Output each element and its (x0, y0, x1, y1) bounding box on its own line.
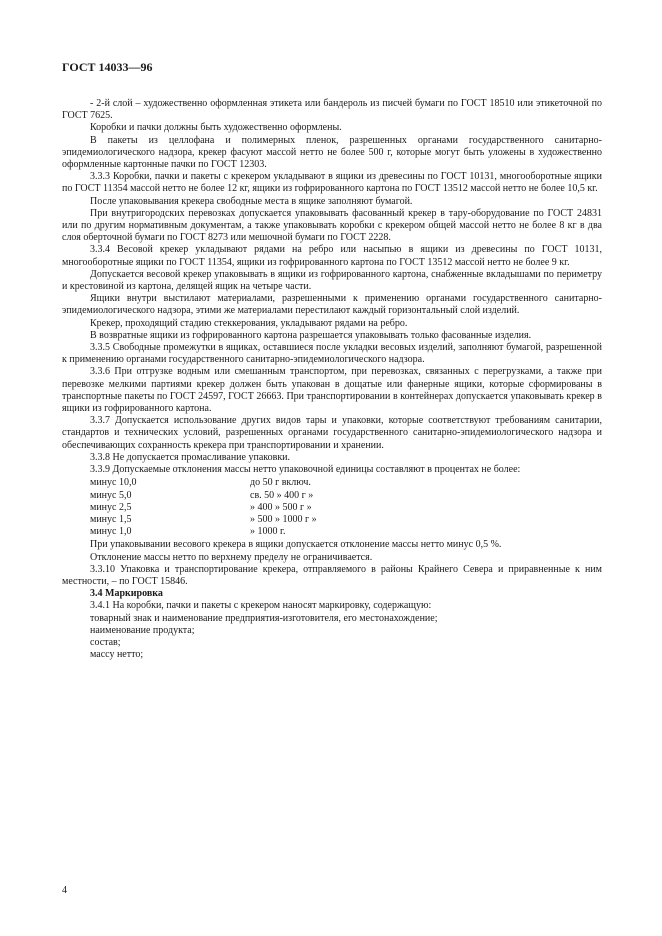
paragraph-3-4-1: 3.4.1 На коробки, пачки и пакеты с крекером наносят маркировку, содержащую: (90, 600, 432, 612)
deviation-table (90, 477, 430, 538)
table-row (90, 502, 430, 514)
paragraph-3-3-9: 3.3.9 Допускаемые отклонения массы нетто упаковочной единицы составляют в процентах не более: (90, 464, 521, 476)
document-body (62, 98, 602, 661)
paragraph: - 2-й слой – художественно оформленная этикета или бандероль из писчей бумаги по ГОСТ 18510 или этикеточной по ГОСТ 7625. (62, 98, 602, 122)
paragraph: В пакеты из целлофана и полимерных пленок, разрешенных органами государственного санитарно-эпидемиологического надзора, крекер фасуют массой нетто не более 500 г, которые могут быть уложены в художественно оформленные картонные пачки по ГОСТ 12303. (62, 134, 602, 171)
paragraph: Крекер, проходящий стадию стеккерования, укладывают рядами на ребро. (90, 317, 408, 329)
deviation-value: минус 5,0 (90, 489, 132, 501)
paragraph-3-3-5: 3.3.5 Свободные промежутки в ящиках, оставшиеся после укладки весовых изделий, заполняют бумагой, разрешенной к применению органами государственного санитарно-эпидемиологического надзора. (62, 342, 602, 366)
list-item: товарный знак и наименование предприятия-изготовителя, его местонахождение; (90, 612, 438, 624)
deviation-value: минус 1,0 (90, 526, 132, 538)
paragraph-3-3-10: 3.3.10 Упаковка и транспортирование крекера, отправляемого в районы Крайнего Севера и приравненные к ним местности, – по ГОСТ 15846. (62, 563, 602, 587)
list-item: массу нетто; (90, 649, 144, 661)
mass-range: » 400 » 500 г » (250, 501, 312, 513)
section-heading: 3.4 Маркировка (90, 588, 163, 600)
paragraph-3-3-7: 3.3.7 Допускается использование других видов тары и упаковки, которые соответствуют требованиям санитарии, стандартов и технических условий, разрешенных органами государственного санитарно-эпидемиологического надзора и обеспечивающих сохранность крекера при транспортировании и хранении. (62, 415, 602, 451)
list-item: состав; (90, 636, 121, 648)
paragraph: Отклонение массы нетто по верхнему пределу не ограничивается. (90, 551, 373, 563)
paragraph-3-3-3: 3.3.3 Коробки, пачки и пакеты с крекером укладывают в ящики из древесины по ГОСТ 10131, многооборотные ящики по ГОСТ 11354 массой нетто не более 12 кг, ящики из гофрированного картона по ГОСТ 13512 массой нетто не более 10,5 кг. (62, 171, 602, 195)
paragraph: При упаковывании весового крекера в ящики допускается отклонение массы нетто минус 0,5 %. (90, 539, 502, 551)
paragraph-3-3-4: 3.3.4 Весовой крекер укладывают рядами на ребро или насыпью в ящики из древесины по ГОСТ 10131, многооборотные ящики по ГОСТ 11354, ящики из гофрированного картона по ГОСТ 13512 массой нетто не более 9 кг. (62, 244, 602, 268)
paragraph: В возвратные ящики из гофрированного картона разрешается упаковывать только фасованные изделия. (90, 329, 532, 341)
paragraph-3-3-6: 3.3.6 При отгрузке водным или смешанным транспортом, при перевозках, связанных с перегрузками, а также при перевозке мелкими партиями крекер должен быть упакован в дощатые или фанерные ящики, которые сформированы в транспортные пакеты по ГОСТ 24597, ГОСТ 26663. При транспортировании в контейнерах допускается упаковывать крекер в ящики из гофрированного картона. (62, 366, 602, 415)
mass-range: до 50 г включ. (250, 477, 311, 489)
deviation-value: минус 10,0 (90, 477, 137, 489)
list-item: наименование продукта; (90, 624, 195, 636)
document-header: ГОСТ 14033—96 (62, 60, 153, 74)
paragraph: При внутригородских перевозках допускается упаковывать фасованный крекер в тару-оборудование по ГОСТ 24831 или по другим нормативным документам, а также упаковывать коробки с крекером общей массой нетто не более 8 кг в два слоя оберточной бумаги по ГОСТ 8273 или мешочной бумаги по ГОСТ 2228. (62, 207, 602, 244)
paragraph: После упаковывания крекера свободные места в ящике заполняют бумагой. (90, 195, 413, 207)
paragraph: Допускается весовой крекер упаковывать в ящики из гофрированного картона, снабженные вкладышами по периметру и крестовиной из картона, делящей ящик на четыре части. (62, 268, 602, 293)
mass-range: » 500 » 1000 г » (250, 513, 317, 525)
table-row (90, 477, 430, 489)
marking-list (90, 613, 602, 662)
deviation-value: минус 2,5 (90, 501, 132, 513)
table-row (90, 514, 430, 526)
deviation-value: минус 1,5 (90, 513, 132, 525)
paragraph: Коробки и пачки должны быть художественно оформлены. (90, 122, 342, 134)
mass-range: св. 50 » 400 г » (250, 489, 314, 501)
table-row (90, 490, 430, 502)
table-row (90, 526, 430, 538)
paragraph: Ящики внутри выстилают материалами, разрешенными к применению органами государственного санитарно-эпидемиологического надзора, этими же материалами перестилают каждый горизонтальный слой изделий. (62, 293, 602, 317)
mass-range: » 1000 г. (250, 526, 286, 538)
paragraph-3-3-8: 3.3.8 Не допускается промасливание упаковки. (90, 451, 291, 463)
page-number: 4 (62, 885, 67, 896)
